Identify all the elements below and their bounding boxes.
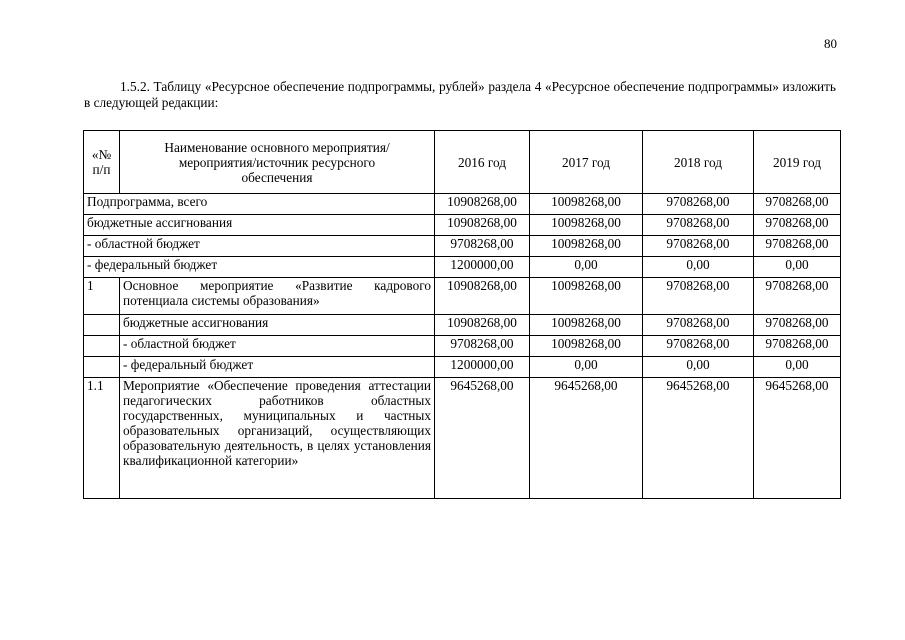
resource-table [83, 130, 841, 499]
cell-2019: 0,00 [754, 257, 841, 278]
cell-2016: 10908268,00 [435, 278, 530, 315]
cell-2018: 9708268,00 [643, 194, 754, 215]
row-label-main: Основное мероприятие «Развитие кадрового [123, 278, 431, 293]
row-label [120, 278, 435, 315]
cell-2019: 0,00 [754, 357, 841, 378]
table-row [84, 236, 841, 257]
cell-2016: 10908268,00 [435, 315, 530, 336]
table-row [84, 194, 841, 215]
cell-2017: 10098268,00 [530, 336, 643, 357]
table-row [84, 215, 841, 236]
row-label: бюджетные ассигнования [84, 215, 435, 236]
header-name: Наименование основного мероприятия/мероприятия/источник ресурсного обеспечения [120, 131, 435, 194]
row-index: 1 [84, 278, 120, 315]
cell-2019: 9645268,00 [754, 378, 841, 499]
cell-2017: 0,00 [530, 357, 643, 378]
table-row [84, 278, 841, 315]
cell-2018: 0,00 [643, 357, 754, 378]
cell-2016: 9708268,00 [435, 336, 530, 357]
cell-2018: 9708268,00 [643, 236, 754, 257]
page-number: 80 [824, 36, 837, 51]
cell-2018: 9645268,00 [643, 378, 754, 499]
cell-2018: 9708268,00 [643, 315, 754, 336]
cell-2019: 9708268,00 [754, 194, 841, 215]
header-num: «№ п/п [84, 131, 120, 194]
cell-2019: 9708268,00 [754, 315, 841, 336]
row-label [120, 378, 435, 499]
cell-2017: 9645268,00 [530, 378, 643, 499]
cell-2018: 0,00 [643, 257, 754, 278]
cell-2017: 10098268,00 [530, 194, 643, 215]
row-label-last: потенциала системы образования» [123, 293, 320, 308]
header-2016: 2016 год [435, 131, 530, 194]
cell-2017: 0,00 [530, 257, 643, 278]
header-2017: 2017 год [530, 131, 643, 194]
row-index-empty [84, 315, 120, 336]
row-label: - областной бюджет [84, 236, 435, 257]
table-header-row [84, 131, 841, 194]
cell-2016: 10908268,00 [435, 194, 530, 215]
row-label: - областной бюджет [120, 336, 435, 357]
cell-2019: 9708268,00 [754, 215, 841, 236]
cell-2017: 10098268,00 [530, 278, 643, 315]
table-row [84, 336, 841, 357]
cell-2016: 10908268,00 [435, 215, 530, 236]
cell-2019: 9708268,00 [754, 278, 841, 315]
cell-2016: 9708268,00 [435, 236, 530, 257]
header-2019: 2019 год [754, 131, 841, 194]
row-index-empty [84, 336, 120, 357]
table-row [84, 378, 841, 499]
cell-2016: 1200000,00 [435, 257, 530, 278]
table-row [84, 315, 841, 336]
cell-2017: 10098268,00 [530, 215, 643, 236]
row-index-empty [84, 357, 120, 378]
table-row [84, 257, 841, 278]
row-label: - федеральный бюджет [84, 257, 435, 278]
table-row [84, 357, 841, 378]
cell-2018: 9708268,00 [643, 215, 754, 236]
cell-2019: 9708268,00 [754, 236, 841, 257]
row-label: бюджетные ассигнования [120, 315, 435, 336]
cell-2017: 10098268,00 [530, 236, 643, 257]
cell-2017: 10098268,00 [530, 315, 643, 336]
cell-2018: 9708268,00 [643, 278, 754, 315]
row-index: 1.1 [84, 378, 120, 499]
cell-2016: 9645268,00 [435, 378, 530, 499]
cell-2018: 9708268,00 [643, 336, 754, 357]
row-label: - федеральный бюджет [120, 357, 435, 378]
row-label-main: Мероприятие «Обеспечение проведения аттестации педагогических работников областных государственных, муниципальных и частных образовательных организаций, осуществляющих образовательную деятельность, в целях установления [123, 378, 431, 453]
cell-2019: 9708268,00 [754, 336, 841, 357]
cell-2016: 1200000,00 [435, 357, 530, 378]
intro-paragraph: 1.5.2. Таблицу «Ресурсное обеспечение подпрограммы, рублей» раздела 4 «Ресурсное обеспечение подпрограммы» изложить в следующей редакции: [84, 79, 836, 110]
row-label: Подпрограмма, всего [84, 194, 435, 215]
header-2018: 2018 год [643, 131, 754, 194]
row-label-last: квалификационной категории» [123, 453, 299, 468]
